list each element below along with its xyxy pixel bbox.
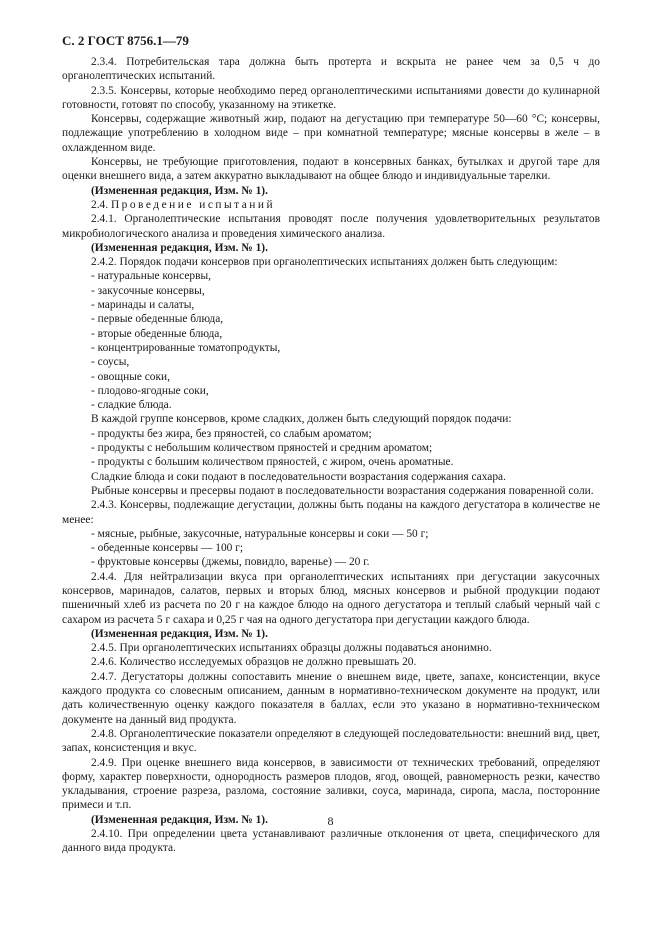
section-heading bbox=[62, 198, 600, 212]
paragraph: 2.3.4. Потребительская тара должна быть протерта и вскрыта не ранее чем за 0,5 ч до органолептических испытаний. bbox=[62, 56, 600, 83]
list-item: - мясные, рыбные, закусочные, натуральные консервы и соки — 50 г; bbox=[91, 527, 429, 540]
paragraph: 2.4.3. Консервы, подлежащие дегустации, должны быть поданы на каждого дегустатора в количестве не менее: bbox=[62, 499, 600, 526]
list-item: - продукты с большим количеством пряностей, с жиром, очень ароматные. bbox=[91, 456, 454, 469]
paragraph: 2.4.4. Для нейтрализации вкуса при органолептических испытаниях при дегустации закусочных консервов, маринадов, салатов, первых и вторых блюд, мясных консервов и рыбной продукции подают пшеничный хлеб из расчета по 20 г на каждое блюдо на одного дегустатора и теплый слабый черный чай с сахаром из расчета 5 г сахара и 0,25 г чая на одного дегустатора при дегустации каждого блюда. bbox=[62, 570, 600, 626]
amendment-note: (Измененная редакция, Изм. № 1). bbox=[91, 184, 268, 197]
paragraph: 2.4.8. Органолептические показатели определяют в следующей последовательности: внешний вид, цвет, запах, консистенция и вкус. bbox=[62, 727, 600, 755]
list-item: - овощные соки, bbox=[91, 370, 170, 383]
paragraph: Консервы, содержащие животный жир, подают на дегустацию при температуре 50—60 °С; консервы, подлежащие употреблению в холодном виде – при комнатной температуре; мясные консервы в желе – в охлажденном виде. bbox=[62, 113, 600, 154]
list-item: - обеденные консервы — 100 г; bbox=[91, 542, 244, 555]
list-item: - плодово-ягодные соки, bbox=[91, 384, 209, 397]
paragraph: 2.4.6. Количество исследуемых образцов не должно превышать 20. bbox=[91, 656, 417, 669]
paragraph: 2.4.7. Дегустаторы должны сопоставить мнение о внешнем виде, цвете, запахе, консистенции, вкусе каждого продукта со словесным описанием, данным в нормативно-техническом документе на продукт, или дать количественную оценку каждого показателя в баллах, если это указано в нормативно-техническом документе на данный вид продукта. bbox=[62, 670, 600, 726]
list-item: - продукты без жира, без пряностей, со слабым ароматом; bbox=[91, 427, 372, 440]
section-title: Проведение испытаний bbox=[110, 198, 276, 211]
paragraph: Рыбные консервы и пресервы подают в последовательности возрастания содержания поваренной соли. bbox=[91, 484, 594, 497]
paragraph: 2.4.1. Органолептические испытания проводят после получения удовлетворительных результатов микробиологического анализа и проведения химического анализа. bbox=[62, 213, 600, 240]
paragraph: Консервы, не требующие приготовления, подают в консервных банках, бутылках и другой таре для оценки внешнего вида, а затем аккуратно выкладывают на общее блюдо и индивидуальные тарелки. bbox=[62, 156, 600, 183]
document-body bbox=[62, 55, 600, 856]
list-item: - первые обеденные блюда, bbox=[91, 313, 224, 326]
paragraph: 2.4.9. При оценке внешнего вида консервов, в зависимости от технических требований, определяют форму, характер поверхности, однородность размеров плодов, ягод, овощей, равномерность резки, качество укладывания, строение разреза, разлома, состояние заливки, соуса, маринада, сиропа, масла, посторонние примеси и т.п. bbox=[62, 756, 600, 812]
paragraph: 2.3.5. Консервы, которые необходимо перед органолептическими испытаниями довести до кулинарной готовности, готовят по способу, указанному на этикетке. bbox=[62, 84, 600, 111]
list-item: - соусы, bbox=[91, 356, 130, 369]
list-item: - вторые обеденные блюда, bbox=[91, 327, 223, 340]
amendment-note: (Измененная редакция, Изм. № 1). bbox=[91, 813, 268, 826]
list-item: - закусочные консервы, bbox=[91, 284, 205, 297]
section-number: 2.4. bbox=[91, 198, 111, 211]
list-item: - натуральные консервы, bbox=[91, 270, 211, 283]
paragraph: 2.4.10. При определении цвета устанавливают различные отклонения от цвета, специфического для данного вида продукта. bbox=[62, 828, 600, 855]
list-item: - маринады и салаты, bbox=[91, 299, 195, 312]
list-item: - продукты с небольшим количеством пряностей и средним ароматом; bbox=[91, 442, 433, 455]
list-item: - фруктовые консервы (джемы, повидло, варенье) — 20 г. bbox=[91, 556, 370, 569]
paragraph: Сладкие блюда и соки подают в последовательности возрастания содержания сахара. bbox=[91, 470, 506, 483]
page-header: С. 2 ГОСТ 8756.1—79 bbox=[62, 33, 189, 48]
page-number: 8 bbox=[327, 814, 334, 828]
paragraph: В каждой группе консервов, кроме сладких, должен быть следующий порядок подачи: bbox=[91, 413, 512, 426]
amendment-note: (Измененная редакция, Изм. № 1). bbox=[91, 627, 268, 640]
paragraph: 2.4.5. При органолептических испытаниях образцы должны подаваться анонимно. bbox=[91, 642, 492, 655]
amendment-note: (Измененная редакция, Изм. № 1). bbox=[91, 241, 268, 254]
paragraph: 2.4.2. Порядок подачи консервов при органолептических испытаниях должен быть следующим: bbox=[91, 256, 558, 269]
list-item: - сладкие блюда. bbox=[91, 399, 172, 412]
list-item: - концентрированные томатопродукты, bbox=[91, 341, 281, 354]
